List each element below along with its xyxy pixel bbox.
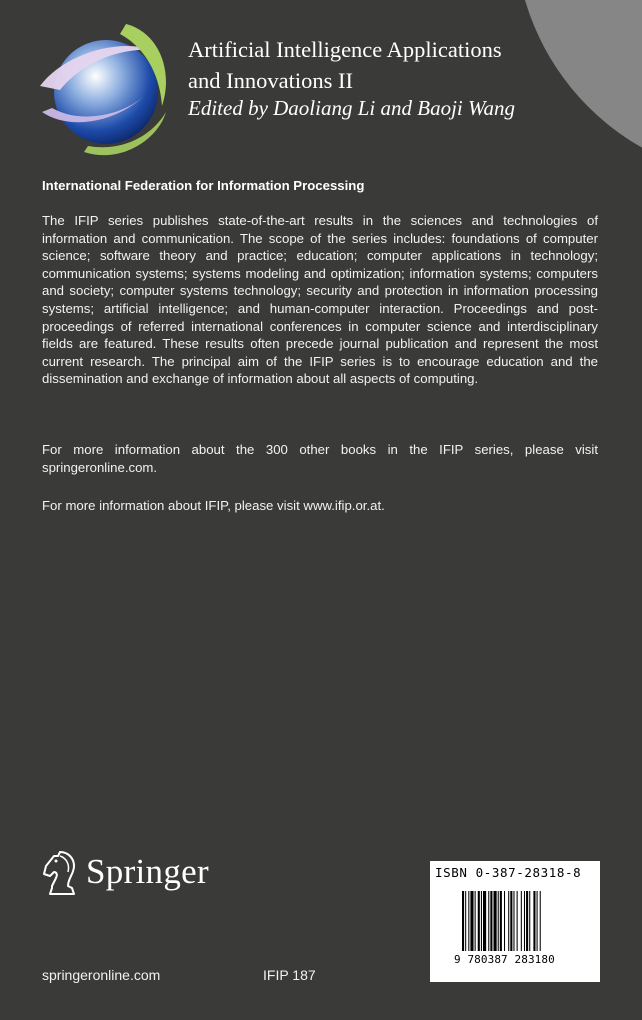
- barcode-bar: [475, 891, 476, 951]
- book-title: [188, 34, 608, 96]
- chess-knight-icon: [40, 850, 82, 896]
- globe-logo-icon: [34, 20, 174, 165]
- springer-logo: [40, 848, 210, 898]
- barcode-bar: [468, 891, 469, 951]
- barcode-bar: [529, 891, 530, 951]
- barcode-bar: [465, 891, 466, 951]
- book-title-line-2: and Innovations II: [188, 68, 353, 93]
- isbn-number: ISBN 0-387-28318-8: [435, 865, 582, 880]
- barcode-bar: [494, 891, 497, 951]
- barcode-bar: [537, 891, 538, 951]
- series-heading: International Federation for Information Processing: [42, 178, 365, 193]
- barcode-bar: [478, 891, 480, 951]
- series-description: The IFIP series publishes state-of-the-art results in the sciences and technologies of information and communication. The scope of the series includes: foundations of computer science; software theory and practice; education; computer applications in technology; communication systems; systems modeling and optimization; information systems; computers and society; computer systems technology; security and protection in information processing systems; artificial intelligence; and human-computer interaction. Proceedings and post-proceedings of referred international conferences in computer science and interdisciplinary fields are featured. These results often precede journal publication and represent the most current research. The principal aim of the IFIP series is to encourage education and the dissemination and exchange of information about all aspects of computing.: [42, 213, 598, 387]
- barcode-bar: [521, 891, 522, 951]
- book-editors: Edited by Daoliang Li and Baoji Wang: [188, 96, 516, 120]
- more-books-note: For more information about the 300 other books in the IFIP series, please visit springeronline.com.: [42, 442, 598, 475]
- barcode-bar: [517, 891, 518, 951]
- book-title-line-1: Artificial Intelligence Applications: [188, 37, 502, 62]
- barcode-bar: [508, 891, 509, 951]
- barcode-bar: [513, 891, 514, 951]
- barcode-bar: [490, 891, 492, 951]
- barcode-digits: 9 780387 283180: [454, 953, 555, 966]
- barcode: [462, 891, 570, 951]
- barcode-bar: [498, 891, 499, 951]
- barcode-bar: [524, 891, 525, 951]
- publisher-website: springeronline.com: [42, 967, 161, 983]
- barcode-bar: [488, 891, 489, 951]
- barcode-bar: [483, 891, 486, 951]
- barcode-bar: [533, 891, 535, 951]
- barcode-bar: [526, 891, 528, 951]
- barcode-bar: [540, 891, 541, 951]
- barcode-bar: [504, 891, 505, 951]
- publisher-name: Springer: [86, 852, 209, 891]
- series-volume: IFIP 187: [263, 967, 316, 983]
- barcode-bar: [462, 891, 464, 951]
- barcode-bar: [481, 891, 482, 951]
- barcode-bar: [500, 891, 502, 951]
- more-ifip-note: For more information about IFIP, please visit www.ifip.or.at.: [42, 498, 385, 513]
- barcode-bar: [510, 891, 512, 951]
- isbn-barcode-box: [430, 861, 600, 982]
- barcode-bar: [470, 891, 473, 951]
